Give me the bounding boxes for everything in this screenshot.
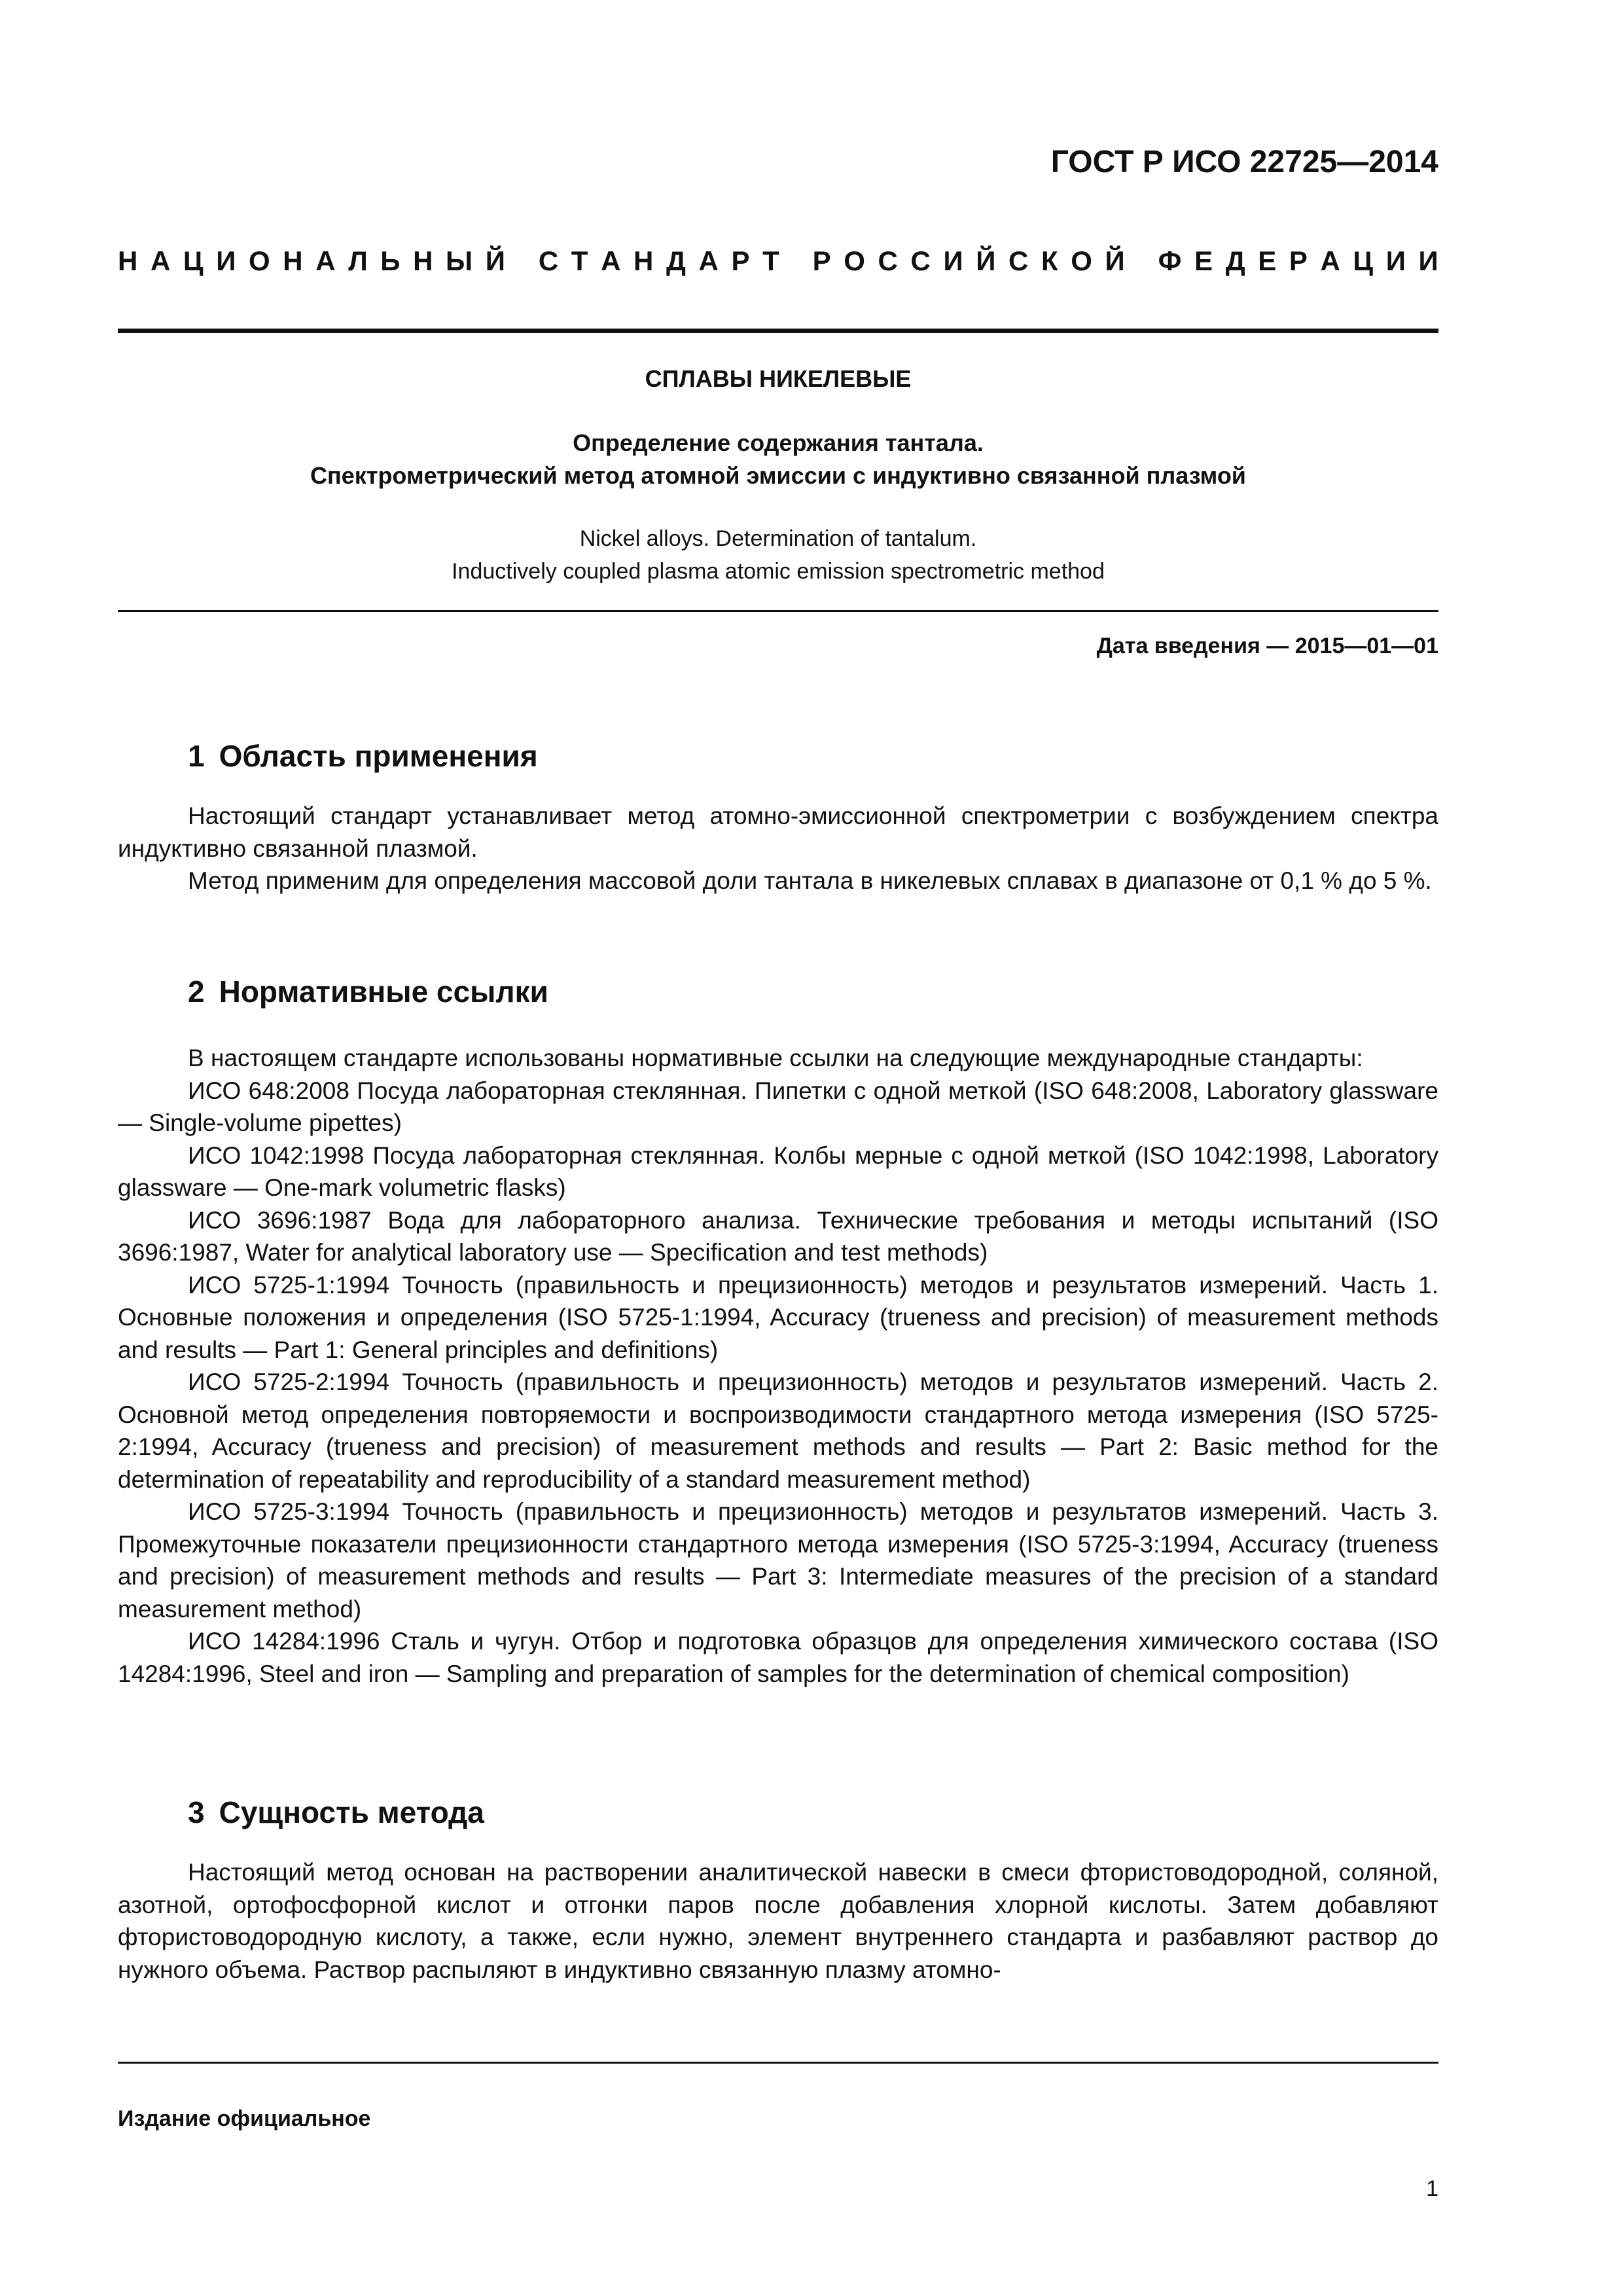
section-number: 1 bbox=[188, 739, 205, 773]
banner-letter: Н bbox=[633, 245, 654, 276]
section-heading-normative-references bbox=[188, 974, 548, 1009]
section-heading-method-principle bbox=[188, 1795, 484, 1830]
english-title-line-1: Nickel alloys. Determination of tantalum. bbox=[579, 526, 977, 551]
banner-letter: Е bbox=[1194, 245, 1213, 276]
banner-letter bbox=[792, 245, 800, 277]
banner-letter bbox=[518, 245, 526, 277]
banner-letter: Р bbox=[731, 245, 750, 276]
banner-letter: Т bbox=[571, 245, 588, 276]
paragraph: Настоящий стандарт устанавливает метод атомно-эмиссионной спектрометрии с возбуждением спектра индуктивно связанной плазмой. bbox=[118, 802, 1438, 862]
banner-letter: С bbox=[1008, 245, 1029, 276]
national-standard-banner bbox=[118, 245, 1438, 277]
banner-letter: Ы bbox=[446, 245, 473, 276]
gost-number: ГОСТ Р ИСО 22725—2014 bbox=[1050, 145, 1438, 179]
banner-letter: С bbox=[910, 245, 931, 276]
banner-letter: С bbox=[878, 245, 898, 276]
section-title: Область применения bbox=[219, 739, 538, 773]
section-heading-scope bbox=[188, 738, 538, 774]
banner-letter: Й bbox=[485, 245, 505, 276]
banner-letter: А bbox=[315, 245, 336, 276]
reference-item: ИСО 3696:1987 Вода для лабораторного анализа. Технические требования и методы испытаний (ISO 3696:1987, Water for analytical laboratory use — Specification and test methods) bbox=[118, 1206, 1438, 1266]
header-rule bbox=[118, 329, 1438, 333]
banner-letter: К bbox=[1041, 245, 1058, 276]
banner-letter: О bbox=[249, 245, 270, 276]
page-number: 1 bbox=[1426, 2176, 1438, 2201]
section-title: Нормативные ссылки bbox=[219, 975, 548, 1009]
english-title-line-2: Inductively coupled plasma atomic emission spectrometric method bbox=[452, 559, 1105, 584]
document-title: СПЛАВЫ НИКЕЛЕВЫЕ bbox=[645, 365, 912, 392]
reference-item: ИСО 5725-2:1994 Точность (правильность и прецизионность) методов и результатов измерений. Часть 2. Основной метод определения повторяемости и воспроизводимости стандартного метода измерения (ISO 5725-2:1994, Accuracy (trueness and precision) of measurement methods and results — Part 2: Basic method for the determination of repeatability and reproducibility of a standard measurement method) bbox=[118, 1369, 1438, 1493]
banner-letter: Т bbox=[762, 245, 779, 276]
title-rule bbox=[118, 610, 1438, 612]
banner-letter: Р bbox=[812, 245, 831, 276]
reference-item: ИСО 5725-3:1994 Точность (правильность и прецизионность) методов и результатов измерений. Часть 3. Промежуточные показатели прецизионности стандартного метода измерения (ISO 5725-3:1994, Accuracy (trueness and precision) of measurement methods and results — Part 3: Intermediate measures of the precision of a standard measurement method) bbox=[118, 1498, 1438, 1623]
banner-letter: Н bbox=[118, 245, 138, 276]
banner-letter: Ф bbox=[1158, 245, 1182, 276]
section-title: Сущность метода bbox=[219, 1795, 484, 1829]
banner-letter: Л bbox=[348, 245, 368, 276]
banner-letter: Д bbox=[1225, 245, 1245, 276]
reference-item: ИСО 5725-1:1994 Точность (правильность и прецизионность) методов и результатов измерений. Часть 1. Основные положения и определения (ISO 5725-1:1994, Accuracy (trueness and precision) of measurement methods and results — Part 1: General principles and definitions) bbox=[118, 1271, 1438, 1363]
reference-item: ИСО 648:2008 Посуда лабораторная стеклянная. Пипетки с одной меткой (ISO 648:2008, Laboratory glassware — Single-volume pipettes) bbox=[118, 1077, 1438, 1136]
section-number: 3 bbox=[188, 1795, 205, 1829]
banner-letter: А bbox=[698, 245, 719, 276]
banner-letter: И bbox=[1418, 245, 1438, 276]
banner-letter: Ц bbox=[1353, 245, 1374, 276]
english-title bbox=[118, 522, 1438, 588]
reference-item: ИСО 1042:1998 Посуда лабораторная стеклянная. Колбы мерные с одной меткой (ISO 1042:1998, Laboratory glassware — One-mark volumetric flasks) bbox=[118, 1141, 1438, 1201]
banner-letter: Д bbox=[666, 245, 686, 276]
banner-letter: Е bbox=[1258, 245, 1277, 276]
paragraph: Метод применим для определения массовой доли тантала в никелевых сплавах в диапазоне от 0,1 % до 5 %. bbox=[188, 867, 1432, 894]
banner-letter: И bbox=[1385, 245, 1406, 276]
banner-letter: И bbox=[943, 245, 963, 276]
banner-letter: О bbox=[844, 245, 865, 276]
banner-letter: Й bbox=[1105, 245, 1125, 276]
banner-letter: И bbox=[216, 245, 236, 276]
section-body-normative-references bbox=[118, 1042, 1438, 1690]
banner-letter: Р bbox=[1289, 245, 1308, 276]
paragraph: В настоящем стандарте использованы нормативные ссылки на следующие международные стандарты: bbox=[188, 1045, 1363, 1071]
document-subtitle bbox=[118, 427, 1438, 492]
banner-letter bbox=[1137, 245, 1145, 277]
footer-rule bbox=[118, 2062, 1438, 2064]
banner-letter: А bbox=[150, 245, 171, 276]
banner-letter: Ь bbox=[380, 245, 401, 276]
banner-letter: А bbox=[601, 245, 621, 276]
introduction-date: Дата введения — 2015—01—01 bbox=[1096, 634, 1438, 658]
banner-letter: А bbox=[1320, 245, 1340, 276]
subtitle-line-1: Определение содержания тантала. bbox=[573, 429, 984, 456]
paragraph: Настоящий метод основан на растворении аналитической навески в смеси фтористоводородной, соляной, азотной, ортофосфорной кислот и отгонки паров после добавления хлорной кислоты. Затем добавляют фтористоводородную кислоту, а также, если нужно, элемент внутреннего стандарта и разбавляют раствор до нужного объема. Раствор распыляют в индуктивно связанную плазму атомно- bbox=[118, 1859, 1438, 1983]
banner-letter: О bbox=[1071, 245, 1092, 276]
banner-letter: Н bbox=[413, 245, 433, 276]
reference-item: ИСО 14284:1996 Сталь и чугун. Отбор и подготовка образцов для определения химического состава (ISO 14284:1996, Steel and iron — Sampling and preparation of samples for the determination of chemical composition) bbox=[118, 1628, 1438, 1687]
section-body-method-principle bbox=[118, 1856, 1438, 1986]
section-body-scope bbox=[118, 800, 1438, 897]
banner-letter: Н bbox=[283, 245, 303, 276]
subtitle-line-2: Спектрометрический метод атомной эмиссии с индуктивно связанной плазмой bbox=[310, 462, 1246, 489]
banner-letter: С bbox=[538, 245, 559, 276]
banner-letter: Й bbox=[976, 245, 996, 276]
section-number: 2 bbox=[188, 975, 205, 1009]
banner-letter: Ц bbox=[183, 245, 204, 276]
official-edition-label: Издание официальное bbox=[118, 2106, 371, 2131]
